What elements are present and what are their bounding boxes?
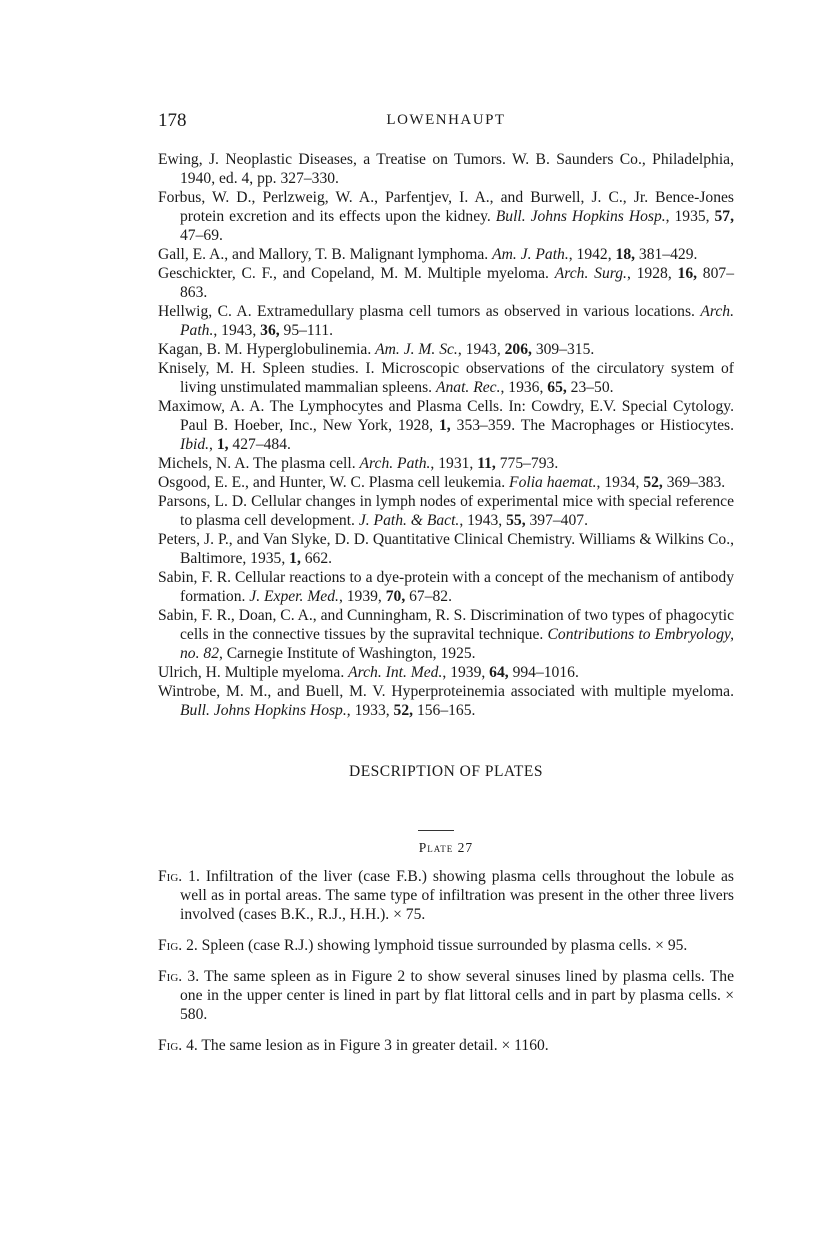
reference-journal: Folia haemat.: [509, 474, 597, 491]
reference-volume: 1,: [438, 417, 451, 434]
reference-volume: 18,: [615, 246, 636, 263]
reference-text: 427–484.: [228, 436, 291, 453]
reference-text: 23–50.: [566, 379, 614, 396]
figure-label: Fig. 3.: [158, 968, 200, 985]
reference-entry: [158, 245, 734, 264]
reference-text: 67–82.: [405, 588, 452, 605]
reference-entry: [158, 188, 734, 245]
reference-volume: 36,: [260, 322, 280, 339]
reference-text: 662.: [300, 550, 333, 567]
reference-volume: 57,: [714, 208, 734, 225]
reference-journal: J. Path. & Bact.: [358, 512, 460, 529]
reference-entry: [158, 150, 734, 188]
divider-rule: [418, 830, 454, 831]
figure-caption: [158, 936, 734, 955]
figure-text: Spleen (case R.J.) showing lymphoid tissue surrounded by plasma cells. × 95.: [197, 937, 688, 954]
reference-entry: [158, 359, 734, 397]
reference-text: Forbus, W. D., Perlzweig, W. A., Parfentjev, I. A., and Burwell, J. C., Jr. Bence-Jones protein excretion and its effects upon the kidney.: [158, 189, 734, 225]
reference-text: , 1939,: [338, 588, 386, 605]
reference-text: 156–165.: [413, 702, 476, 719]
running-head: LOWENHAUPT: [386, 112, 506, 128]
reference-text: Michels, N. A. The plasma cell.: [158, 455, 360, 472]
reference-text: Kagan, B. M. Hyperglobulinemia.: [158, 341, 376, 358]
figure-label: Fig. 4.: [158, 1037, 198, 1054]
reference-text: 397–407.: [525, 512, 588, 529]
figure-label: Fig. 2.: [158, 937, 198, 954]
reference-entry: [158, 663, 734, 682]
reference-text: , Carnegie Institute of Washington, 1925.: [218, 645, 476, 662]
reference-text: Parsons, L. D. Cellular changes in lymph nodes of experimental mice with special reference to plasma cell development.: [158, 493, 734, 529]
reference-journal: Anat. Rec.: [435, 379, 501, 396]
reference-journal: Bull. Johns Hopkins Hosp.: [495, 208, 666, 225]
reference-journal: J. Exper. Med.: [249, 588, 339, 605]
reference-journal: Bull. Johns Hopkins Hosp.: [180, 702, 347, 719]
reference-text: , 1936,: [500, 379, 548, 396]
reference-text: 309–315.: [531, 341, 595, 358]
reference-entry: [158, 473, 734, 492]
reference-list: [158, 150, 734, 720]
reference-text: Peters, J. P., and Van Slyke, D. D. Quantitative Clinical Chemistry. Williams & Wilkins Co., Baltimore, 1935,: [158, 531, 734, 567]
page-header: [158, 110, 734, 134]
reference-text: , 1928,: [626, 265, 678, 282]
reference-text: Ulrich, H. Multiple myeloma.: [158, 664, 349, 681]
figure-text: Infiltration of the liver (case F.B.) showing plasma cells throughout the lobule as well as in portal areas. The same type of infiltration was present in the other three livers involved (cases B.K., R.J., H.H.). × 75.: [180, 868, 734, 923]
reference-entry: [158, 606, 734, 663]
reference-text: ,: [209, 436, 217, 453]
reference-text: Wintrobe, M. M., and Buell, M. V. Hyperproteinemia associated with multiple myeloma.: [158, 683, 734, 700]
reference-journal: Arch. Surg.: [554, 265, 627, 282]
reference-volume: 55,: [506, 512, 526, 529]
reference-text: , 1933,: [346, 702, 394, 719]
section-title: DESCRIPTION OF PLATES: [349, 763, 543, 780]
reference-text: , 1942,: [568, 246, 616, 263]
reference-journal: Arch. Path.: [359, 455, 431, 472]
reference-text: , 1931,: [430, 455, 478, 472]
reference-text: 775–793.: [495, 455, 559, 472]
figure-text: The same spleen as in Figure 2 to show several sinuses lined by plasma cells. The one in the upper center is lined in part by flat littoral cells and in part by plasma cells. × 580.: [180, 968, 734, 1023]
figure-caption: [158, 867, 734, 924]
reference-text: , 1943,: [213, 322, 261, 339]
plate-label: Plate 27: [418, 840, 474, 855]
figure-label: Fig. 1.: [158, 868, 200, 885]
reference-text: , 1943,: [457, 341, 505, 358]
reference-text: Maximow, A. A. The Lymphocytes and Plasma Cells. In: Cowdry, E.V. Special Cytology. Paul B. Hoeber, Inc., New York, 1928,: [158, 398, 734, 434]
page-number: 178: [158, 110, 187, 131]
reference-entry: [158, 568, 734, 606]
reference-volume: 64,: [489, 664, 509, 681]
reference-volume: 52,: [643, 474, 663, 491]
reference-text: 994–1016.: [508, 664, 579, 681]
reference-text: 381–429.: [635, 246, 698, 263]
reference-entry: [158, 340, 734, 359]
figure-text: The same lesion as in Figure 3 in greater detail. × 1160.: [197, 1037, 549, 1054]
reference-text: 47–69.: [180, 227, 223, 244]
reference-volume: 52,: [393, 702, 414, 719]
reference-entry: [158, 530, 734, 568]
reference-journal: Ibid.: [180, 436, 210, 453]
reference-entry: [158, 264, 734, 302]
reference-volume: 70,: [385, 588, 406, 605]
reference-text: Geschickter, C. F., and Copeland, M. M. Multiple myeloma.: [158, 265, 555, 282]
reference-text: 369–383.: [662, 474, 726, 491]
reference-volume: 1,: [289, 550, 301, 567]
reference-text: , 1943,: [459, 512, 507, 529]
reference-volume: 1,: [216, 436, 229, 453]
reference-text: 807–863.: [180, 265, 734, 301]
reference-entry: [158, 682, 734, 720]
reference-volume: 11,: [477, 455, 496, 472]
reference-entry: [158, 397, 734, 454]
reference-text: Sabin, F. R., Doan, C. A., and Cunningham, R. S. Discrimination of two types of phagocytic cells in the connective tissues by the supravital technique.: [158, 607, 734, 643]
reference-volume: 16,: [677, 265, 698, 282]
figure-caption: [158, 1036, 734, 1055]
reference-journal: Am. J. Path.: [492, 246, 569, 263]
reference-text: , 1934,: [596, 474, 644, 491]
reference-text: Gall, E. A., and Mallory, T. B. Malignant lymphoma.: [158, 246, 493, 263]
reference-text: 353–359. The Macrophages or Histiocytes.: [450, 417, 734, 434]
reference-text: , 1935,: [665, 208, 715, 225]
reference-entry: [158, 302, 734, 340]
figure-descriptions: [158, 867, 734, 1067]
reference-text: Hellwig, C. A. Extramedullary plasma cell tumors as observed in various locations.: [158, 303, 701, 320]
reference-text: Osgood, E. E., and Hunter, W. C. Plasma cell leukemia.: [158, 474, 510, 491]
reference-text: Sabin, F. R. Cellular reactions to a dye-protein with a concept of the mechanism of antibody formation.: [158, 569, 734, 605]
reference-journal: Arch. Int. Med.: [348, 664, 443, 681]
reference-volume: 206,: [504, 341, 532, 358]
reference-text: Knisely, M. H. Spleen studies. I. Microscopic observations of the circulatory system of living unstimulated mammalian spleens.: [158, 360, 734, 396]
reference-text: , 1939,: [442, 664, 490, 681]
reference-journal: Contributions to Embryology, no. 82: [180, 626, 734, 662]
reference-journal: Arch. Path.: [180, 303, 734, 339]
reference-entry: [158, 454, 734, 473]
reference-journal: Am. J. M. Sc.: [375, 341, 458, 358]
reference-text: 95–111.: [279, 322, 334, 339]
reference-text: Ewing, J. Neoplastic Diseases, a Treatise on Tumors. W. B. Saunders Co., Philadelphia, 1940, ed. 4, pp. 327–330.: [158, 151, 734, 187]
reference-volume: 65,: [547, 379, 567, 396]
reference-entry: [158, 492, 734, 530]
figure-caption: [158, 967, 734, 1024]
